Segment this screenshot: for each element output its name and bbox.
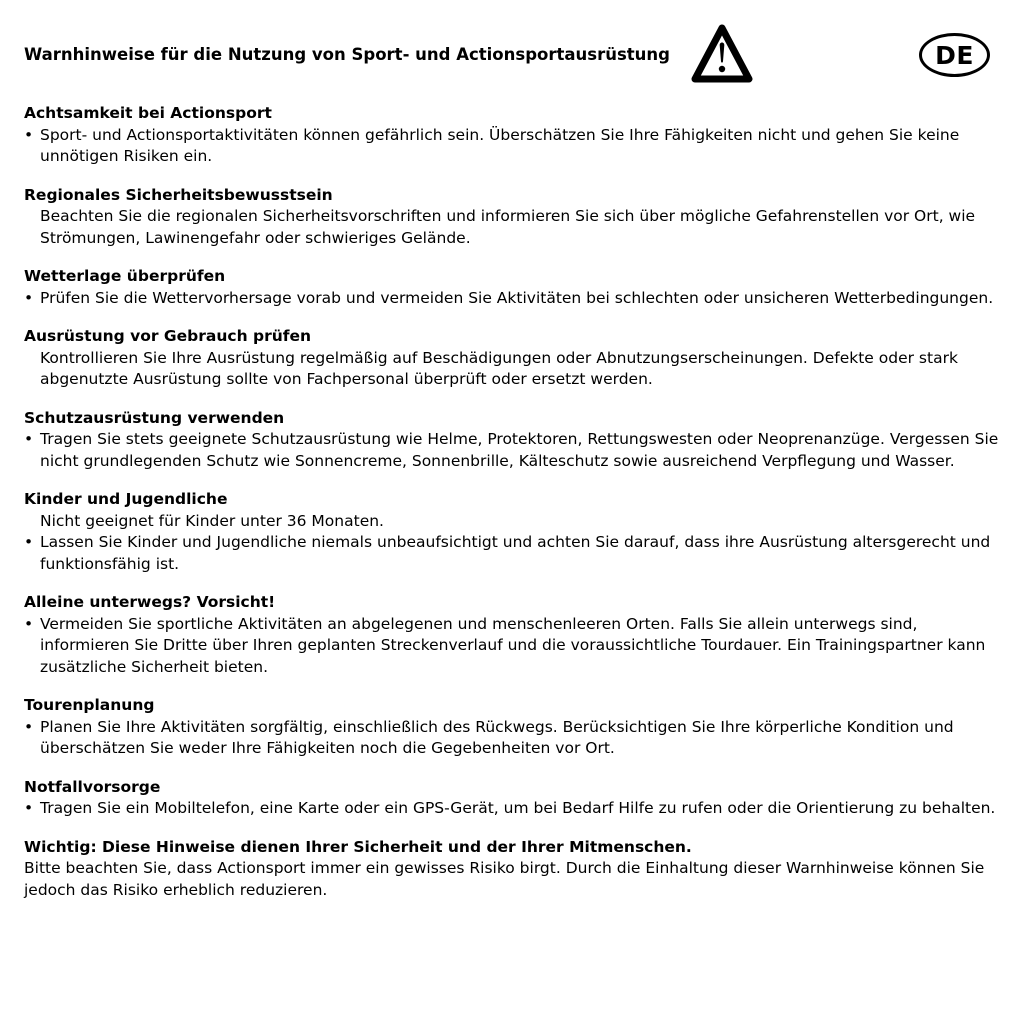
bullet-marker [24,348,40,391]
list-item [24,798,1006,820]
section-heading: Alleine unterwegs? Vorsicht! [24,593,276,611]
language-badge [919,33,990,77]
section-items [24,125,1006,168]
section [24,266,1006,309]
section [24,592,1006,678]
bullet-marker: • [24,717,34,736]
list-item-text: Kontrollieren Sie Ihre Ausrüstung regelmäßig auf Beschädigungen oder Abnutzungserscheinungen. Defekte oder stark abgenutzte Ausrüstung sollte von Fachpersonal überprüft oder ersetzt werden. [40,348,958,388]
section-items [24,429,1006,472]
section-items [24,206,1006,249]
list-item [24,429,1006,472]
section [24,489,1006,575]
list-item [24,348,1006,391]
section-items [24,348,1006,391]
list-item [24,125,1006,168]
bullet-marker: • [24,533,34,551]
section [24,103,1006,168]
list-item-text: Vermeiden Sie sportliche Aktivitäten an abgelegenen und menschenleeren Orten. Falls Sie allein unterwegs sind, informieren Sie Dritte über Ihren geplanten Streckenverlauf und die voraussichtliche Tourdauer. Ein Trainingspartner kann zusätzliche Sicherheit bieten. [40,614,986,676]
list-item [24,206,1006,249]
section [24,185,1006,250]
footer-text: Bitte beachten Sie, dass Actionsport immer ein gewisses Risiko birgt. Durch die Einhaltung dieser Warnhinweise können Sie jedoch das Risiko erheblich reduzieren. [24,859,985,899]
section-heading: Ausrüstung vor Gebrauch prüfen [24,327,312,345]
list-item [24,511,1006,533]
section-heading: Notfallvorsorge [24,777,161,796]
section-heading: Achtsamkeit bei Actionsport [24,104,272,122]
section-items [24,798,1006,820]
list-item [24,532,1006,575]
list-item-text: Nicht geeignet für Kinder unter 36 Monaten. [40,511,384,530]
section-heading: Wetterlage überprüfen [24,267,226,285]
list-item-text: Prüfen Sie die Wettervorhersage vorab und vermeiden Sie Aktivitäten bei schlechten oder unsicheren Wetterbedingungen. [40,288,994,307]
bullet-marker: • [24,799,34,817]
list-item-text: Sport- und Actionsportaktivitäten können gefährlich sein. Überschätzen Sie Ihre Fähigkeiten nicht und gehen Sie keine unnötigen Risiken ein. [40,125,960,165]
bullet-marker [24,511,40,533]
bullet-marker: • [24,430,34,448]
bullet-marker: • [24,125,34,144]
bullet-marker: • [24,614,34,633]
list-item-text: Tragen Sie ein Mobiltelefon, eine Karte oder ein GPS-Gerät, um bei Bedarf Hilfe zu rufen oder die Orientierung zu behalten. [40,799,996,817]
bullet-marker: • [24,288,34,307]
section-items [24,288,1006,310]
language-badge-label: DE [935,40,974,70]
section [24,695,1006,760]
footer-emphasis: Wichtig: Diese Hinweise dienen Ihrer Sicherheit und der Ihrer Mitmenschen. [24,837,692,856]
list-item [24,717,1006,760]
bullet-marker [24,206,40,249]
list-item-text: Tragen Sie stets geeignete Schutzausrüstung wie Helme, Protektoren, Rettungswesten oder Neoprenanzüge. Vergessen Sie nicht grundlegenden Schutz wie Sonnencreme, Sonnenbrille, Kälteschutz sowie ausreichend Verpflegung und Wasser. [40,430,999,470]
sections [24,103,1006,901]
list-item [24,288,1006,310]
section-items [24,717,1006,760]
list-item-text: Beachten Sie die regionalen Sicherheitsvorschriften und informieren Sie sich über mögliche Gefahrenstellen vor Ort, wie Strömungen, Lawinengefahr oder schwieriges Gelände. [40,207,976,247]
footer-note [24,837,1006,902]
list-item-text: Planen Sie Ihre Aktivitäten sorgfältig, einschließlich des Rückwegs. Berücksichtigen Sie Ihre körperliche Kondition und überschätzen Sie weder Ihre Fähigkeiten noch die Gegebenheiten vor Ort. [40,717,954,757]
section-heading: Regionales Sicherheitsbewusstsein [24,185,333,204]
section-heading: Schutzausrüstung verwenden [24,408,285,427]
section [24,408,1006,473]
section-items [24,511,1006,576]
section-items [24,614,1006,679]
list-item [24,614,1006,679]
section [24,326,1006,391]
section-heading: Kinder und Jugendliche [24,490,228,508]
section [24,777,1006,820]
warning-triangle-icon [691,23,753,92]
page-title: Warnhinweise für die Nutzung von Sport- und Actionsportausrüstung [24,45,670,64]
section-heading: Tourenplanung [24,696,155,714]
list-item-text: Lassen Sie Kinder und Jugendliche niemals unbeaufsichtigt und achten Sie darauf, dass ihre Ausrüstung altersgerecht und funktionsfähig ist. [40,533,991,573]
